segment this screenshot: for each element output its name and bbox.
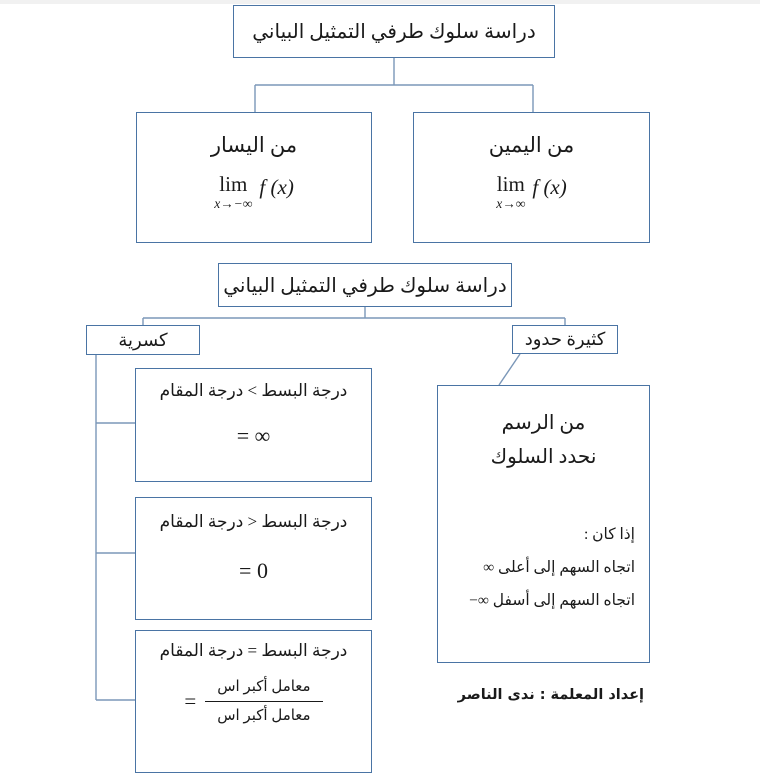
fraction-numerator: معامل أكبر اس — [205, 675, 322, 702]
node-label-fraction — [86, 325, 200, 355]
coefficient-fraction — [205, 675, 322, 727]
node-root-title — [233, 5, 555, 58]
fraction-label-text: كسرية — [118, 329, 168, 350]
node-section2-title — [218, 263, 512, 307]
case-less-condition: درجة البسط < درجة المقام — [159, 512, 348, 531]
from-right-title: من اليمين — [488, 133, 575, 157]
node-from-right — [413, 112, 650, 243]
node-polynomial-behavior — [437, 385, 650, 663]
lim-word: lim — [219, 172, 248, 196]
poly-line-arrow-down: اتجاه السهم إلى أسفل ‎−∞‎ — [469, 592, 635, 609]
node-case-less — [135, 497, 372, 620]
function-notation: f (x) — [532, 175, 567, 199]
connector-polynomial-diagonal — [499, 354, 520, 385]
node-from-left — [136, 112, 372, 243]
lim-operator — [214, 174, 252, 211]
limit-formula-left — [214, 174, 294, 211]
connector-root-to-limits — [255, 58, 533, 112]
from-left-title: من اليسار — [210, 133, 298, 157]
poly-line-from-drawing: من الرسم — [501, 412, 586, 434]
equals-sign: = — [184, 688, 197, 713]
function-notation: f (x) — [259, 175, 294, 199]
case-less-result: = 0 — [239, 558, 268, 583]
node-case-equal — [135, 630, 372, 773]
lim-word: lim — [496, 172, 525, 196]
lim-operator — [496, 174, 525, 211]
polynomial-label-text: كثيرة حدود — [524, 329, 606, 349]
poly-line-if: إذا كان : — [583, 526, 635, 543]
case-greater-condition: درجة البسط > درجة المقام — [159, 381, 348, 400]
case-greater-result: = ∞ — [236, 423, 271, 448]
fraction-denominator: معامل أكبر اس — [217, 708, 311, 724]
case-equal-result — [184, 675, 322, 727]
poly-line-arrow-up: اتجاه السهم إلى أعلى ∞ — [483, 559, 635, 576]
root-title-text: دراسة سلوك طرفي التمثيل البياني — [252, 21, 536, 43]
node-case-greater — [135, 368, 372, 482]
lim-subscript: x→∞ — [496, 196, 526, 211]
connector-section2-to-branches — [143, 307, 565, 325]
credit-line: إعداد المعلمة : ندى الناصر — [457, 687, 644, 703]
case-equal-condition: درجة البسط = درجة المقام — [159, 641, 348, 660]
lim-subscript: x→−∞ — [214, 196, 253, 211]
poly-line-determine-behavior: نحدد السلوك — [490, 446, 597, 468]
limit-formula-right — [496, 174, 567, 211]
connector-fraction-trunk — [96, 355, 135, 700]
node-label-polynomial — [512, 325, 618, 354]
section2-title-text: دراسة سلوك طرفي التمثيل البياني — [223, 274, 507, 297]
